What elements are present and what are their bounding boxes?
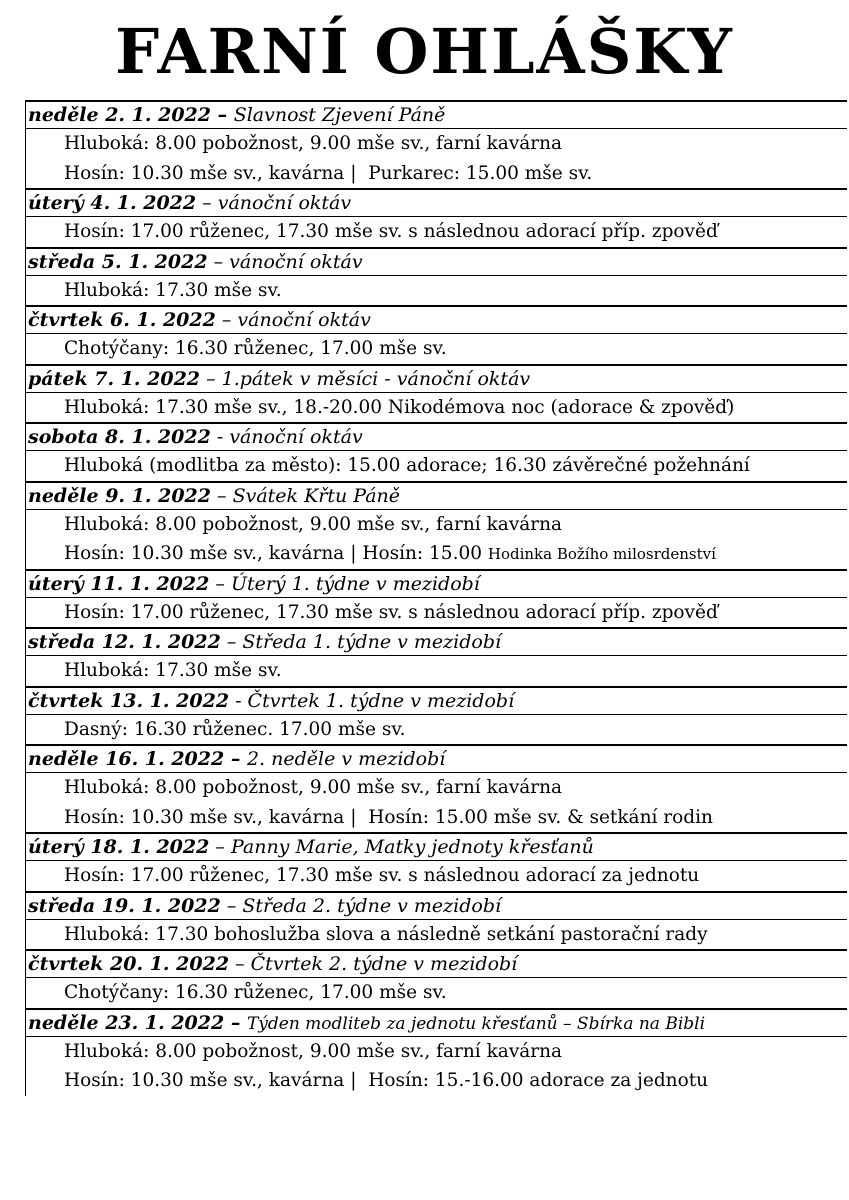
entry-feast: Úterý 1. týdne v mezidobí bbox=[230, 572, 480, 595]
announcement-entry bbox=[25, 891, 847, 950]
announcement-entry bbox=[25, 188, 847, 247]
entry-heading bbox=[26, 1010, 847, 1037]
entry-date: neděle 16. 1. 2022 bbox=[28, 748, 225, 770]
schedule-text: Hluboká: 8.00 pobožnost, 9.00 mše sv., farní kavárna bbox=[64, 777, 563, 798]
entry-date: neděle 9. 1. 2022 bbox=[28, 484, 211, 507]
schedule-line bbox=[26, 334, 847, 364]
entry-feast: Čtvrtek 2. týdne v mezidobí bbox=[250, 953, 518, 975]
entry-heading bbox=[26, 366, 847, 393]
entry-feast: 1.pátek v měsíci - vánoční oktáv bbox=[221, 367, 531, 390]
entry-feast: Středa 1. týdne v mezidobí bbox=[242, 631, 502, 653]
entry-date: čtvrtek 20. 1. 2022 bbox=[28, 953, 230, 975]
entry-separator: - bbox=[229, 689, 248, 712]
schedule-text: Hosín: 17.00 růženec, 17.30 mše sv. s následnou adorací za jednotu bbox=[64, 865, 700, 886]
entry-date: středa 19. 1. 2022 bbox=[28, 894, 221, 917]
schedule-text: Hosín: 10.30 mše sv., kavárna | Hosín: 15.00 bbox=[64, 543, 488, 564]
entry-heading bbox=[26, 629, 847, 656]
entry-feast: Slavnost Zjevení Páně bbox=[233, 104, 446, 126]
entry-separator: – bbox=[210, 484, 233, 507]
entry-date: neděle 2. 1. 2022 bbox=[28, 104, 211, 126]
announcement-entry bbox=[25, 422, 847, 481]
schedule-line bbox=[26, 1037, 847, 1067]
announcement-entry bbox=[25, 364, 847, 423]
schedule-line bbox=[26, 1066, 847, 1096]
schedule-text: Hluboká: 17.30 mše sv. bbox=[64, 279, 282, 301]
entry-heading bbox=[26, 102, 847, 129]
entry-separator: – bbox=[196, 192, 218, 214]
entry-date: středa 5. 1. 2022 bbox=[28, 250, 208, 273]
schedule-line bbox=[26, 217, 847, 247]
schedule-line bbox=[26, 920, 847, 950]
schedule-text: Chotýčany: 16.30 růženec, 17.00 mše sv. bbox=[64, 338, 447, 359]
schedule-line bbox=[26, 598, 847, 628]
entry-heading bbox=[26, 951, 847, 978]
schedule-text: Hluboká: 17.30 mše sv. bbox=[64, 660, 282, 681]
entry-heading bbox=[26, 571, 847, 598]
schedule-line bbox=[26, 276, 847, 306]
schedule-line bbox=[26, 773, 847, 803]
entry-feast: Středa 2. týdne v mezidobí bbox=[242, 894, 502, 917]
entry-separator: – bbox=[220, 894, 243, 917]
announcement-entry bbox=[25, 481, 847, 569]
announcement-entry bbox=[25, 627, 847, 686]
entry-separator: - bbox=[210, 426, 230, 448]
schedule-text: Dasný: 16.30 růženec. 17.00 mše sv. bbox=[64, 718, 406, 740]
entry-feast: Panny Marie, Matky jednoty křesťanů bbox=[230, 836, 594, 858]
announcement-entry bbox=[25, 1008, 847, 1096]
schedule-text: Hluboká (modlitba za město): 15.00 adorace; 16.30 závěrečné požehnání bbox=[64, 455, 750, 476]
schedule-text: Hluboká: 8.00 pobožnost, 9.00 mše sv., farní kavárna bbox=[64, 1040, 563, 1062]
entry-feast: vánoční oktáv bbox=[229, 426, 363, 448]
schedule-line bbox=[26, 393, 847, 423]
entry-feast: Týden modliteb za jednotu křesťanů – Sbírka na Bibli bbox=[246, 1013, 706, 1034]
schedule-line bbox=[26, 510, 847, 540]
page-title: FARNÍ OHLÁŠKY bbox=[115, 15, 734, 88]
announcement-entry bbox=[25, 832, 847, 891]
entry-heading bbox=[26, 307, 847, 334]
entry-separator: – bbox=[209, 572, 231, 595]
schedule-line bbox=[26, 715, 847, 745]
schedule-line bbox=[26, 861, 847, 891]
entry-date: středa 12. 1. 2022 bbox=[28, 631, 221, 653]
announcement-entry bbox=[25, 949, 847, 1008]
schedule-text: Hosín: 17.00 růženec, 17.30 mše sv. s následnou adorací příp. zpověď bbox=[64, 601, 718, 623]
announcement-entry bbox=[25, 744, 847, 832]
entry-date: pátek 7. 1. 2022 bbox=[28, 367, 201, 390]
announcement-entry bbox=[25, 247, 847, 306]
announcement-entry bbox=[25, 305, 847, 364]
announcements-list bbox=[25, 100, 847, 1096]
entry-heading bbox=[26, 190, 847, 217]
schedule-text: Hosín: 10.30 mše sv., kavárna | Purkarec: 15.00 mše sv. bbox=[64, 162, 593, 184]
entry-date: čtvrtek 13. 1. 2022 bbox=[28, 689, 230, 712]
entry-separator: – bbox=[229, 953, 251, 975]
schedule-line bbox=[26, 159, 847, 189]
entry-feast: 2. neděle v mezidobí bbox=[246, 748, 446, 770]
entry-separator: – bbox=[210, 104, 234, 126]
entry-date: úterý 4. 1. 2022 bbox=[28, 192, 197, 214]
entry-separator: – bbox=[200, 367, 222, 390]
entry-separator: – bbox=[215, 309, 238, 331]
entry-date: sobota 8. 1. 2022 bbox=[28, 426, 211, 448]
entry-date: čtvrtek 6. 1. 2022 bbox=[28, 309, 216, 331]
entry-date: neděle 23. 1. 2022 bbox=[28, 1011, 225, 1034]
announcement-entry bbox=[25, 100, 847, 188]
schedule-line bbox=[26, 656, 847, 686]
schedule-line bbox=[26, 539, 847, 569]
schedule-line bbox=[26, 129, 847, 159]
entry-feast: Svátek Křtu Páně bbox=[232, 484, 401, 507]
entry-feast: vánoční oktáv bbox=[229, 250, 363, 273]
schedule-text: Hluboká: 8.00 pobožnost, 9.00 mše sv., farní kavárna bbox=[64, 133, 563, 154]
entry-heading bbox=[26, 483, 847, 510]
schedule-text: Hosín: 17.00 růženec, 17.30 mše sv. s následnou adorací příp. zpověď bbox=[64, 221, 718, 242]
entry-separator: – bbox=[220, 631, 243, 653]
schedule-line bbox=[26, 978, 847, 1008]
entry-separator: – bbox=[224, 1011, 247, 1034]
entry-heading bbox=[26, 746, 847, 773]
entry-heading bbox=[26, 834, 847, 861]
entry-feast: Čtvrtek 1. týdne v mezidobí bbox=[247, 689, 515, 712]
entry-heading bbox=[26, 893, 847, 920]
entry-date: úterý 18. 1. 2022 bbox=[28, 836, 210, 858]
schedule-text: Hluboká: 17.30 bohoslužba slova a následně setkání pastorační rady bbox=[64, 923, 708, 945]
announcement-entry bbox=[25, 686, 847, 745]
schedule-text: Hosín: 10.30 mše sv., kavárna | Hosín: 15.-16.00 adorace za jednotu bbox=[64, 1070, 709, 1091]
entry-heading bbox=[26, 424, 847, 451]
schedule-text: Hluboká: 8.00 pobožnost, 9.00 mše sv., farní kavárna bbox=[64, 513, 563, 535]
schedule-text: Chotýčany: 16.30 růženec, 17.00 mše sv. bbox=[64, 982, 447, 1003]
entry-feast: vánoční oktáv bbox=[237, 309, 371, 331]
schedule-text: Hluboká: 17.30 mše sv., 18.-20.00 Nikodémova noc (adorace & zpověď) bbox=[64, 396, 735, 418]
entry-date: úterý 11. 1. 2022 bbox=[28, 572, 210, 595]
entry-feast: vánoční oktáv bbox=[217, 192, 352, 214]
announcement-entry bbox=[25, 569, 847, 628]
schedule-line bbox=[26, 451, 847, 481]
schedule-text-tail: Hodinka Božího milosrdenství bbox=[487, 545, 716, 563]
schedule-line bbox=[26, 803, 847, 833]
schedule-text: Hosín: 10.30 mše sv., kavárna | Hosín: 15.00 mše sv. & setkání rodin bbox=[64, 806, 713, 828]
entry-separator: – bbox=[207, 250, 230, 273]
entry-separator: – bbox=[209, 836, 231, 858]
entry-separator: – bbox=[224, 748, 247, 770]
entry-heading bbox=[26, 688, 847, 715]
entry-heading bbox=[26, 249, 847, 276]
